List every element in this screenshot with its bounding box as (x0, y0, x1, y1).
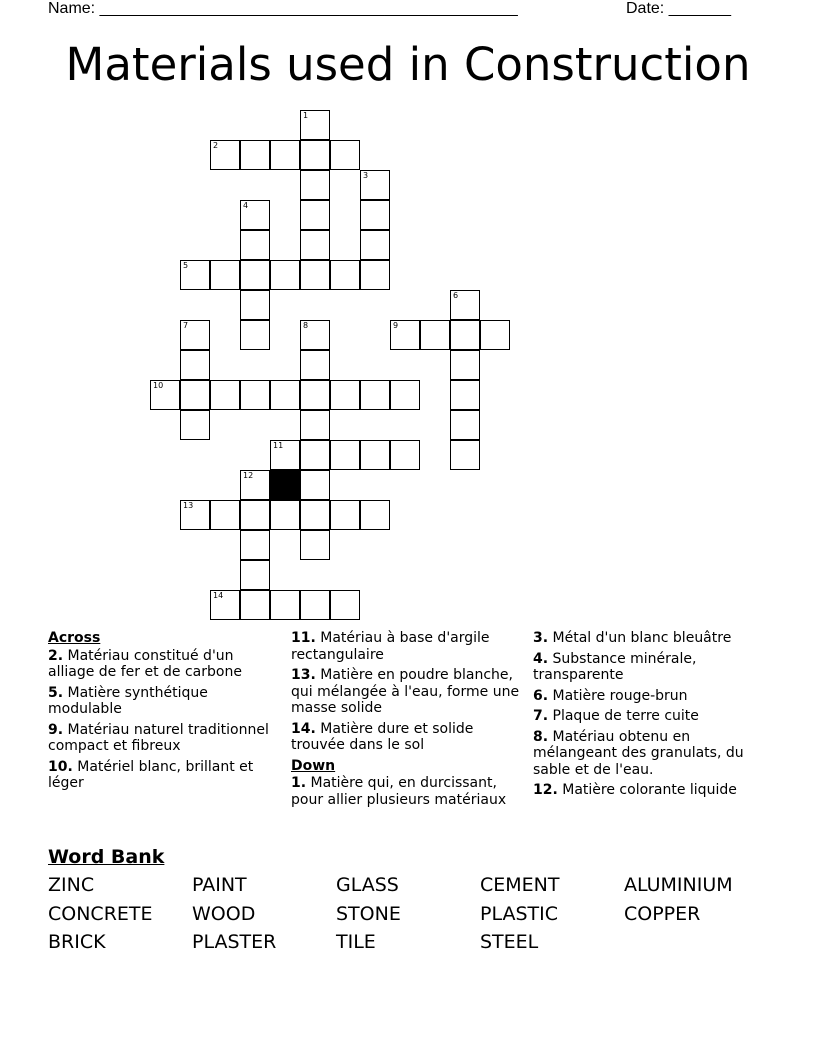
crossword-cell[interactable] (240, 500, 270, 530)
clue-number-label: 13 (183, 501, 194, 510)
crossword-block-cell (270, 470, 300, 500)
crossword-cell[interactable] (390, 320, 420, 350)
clue-number-label: 10 (153, 381, 164, 390)
crossword-cell[interactable] (420, 320, 450, 350)
clue-number: 5. (48, 684, 64, 701)
crossword-cell[interactable] (360, 200, 390, 230)
crossword-cell[interactable] (270, 260, 300, 290)
crossword-cell[interactable] (330, 440, 360, 470)
clue-text: Matière rouge-brun (552, 687, 688, 704)
crossword-cell[interactable] (240, 320, 270, 350)
word-bank-title: Word Bank (48, 846, 165, 868)
word-bank-item: PLASTER (192, 931, 277, 953)
crossword-cell[interactable] (180, 410, 210, 440)
clue-number: 12. (533, 782, 558, 798)
clue-number-label: 9 (393, 321, 399, 330)
clue-number: 8. (533, 728, 549, 745)
crossword-cell[interactable] (240, 290, 270, 320)
crossword-cell[interactable] (330, 380, 360, 410)
crossword-cell[interactable] (240, 260, 270, 290)
page-title: Materials used in Construction (65, 38, 751, 91)
crossword-cell[interactable] (300, 320, 330, 350)
clues-column-3 (533, 630, 768, 803)
crossword-cell[interactable] (450, 380, 480, 410)
crossword-cell[interactable] (330, 140, 360, 170)
crossword-cell[interactable] (450, 290, 480, 320)
clue-down-1 (291, 775, 523, 808)
crossword-cell[interactable] (210, 140, 240, 170)
crossword-cell[interactable] (240, 200, 270, 230)
crossword-cell[interactable] (210, 590, 240, 620)
clue-down-7 (533, 708, 768, 725)
clue-across-10 (48, 759, 280, 792)
clue-number: 6. (533, 687, 549, 704)
crossword-cell[interactable] (300, 170, 330, 200)
crossword-cell[interactable] (180, 320, 210, 350)
clue-text: Matière synthétique modulable (48, 684, 208, 717)
crossword-cell[interactable] (450, 440, 480, 470)
clue-text: Matière colorante liquide (562, 782, 737, 798)
crossword-cell[interactable] (300, 350, 330, 380)
crossword-cell[interactable] (300, 500, 330, 530)
clue-down-8 (533, 729, 768, 779)
clue-across-11 (291, 630, 523, 663)
clue-down-12 (533, 782, 768, 799)
clue-text: Substance minérale, transparente (533, 650, 697, 683)
crossword-cell[interactable] (300, 140, 330, 170)
clue-number-label: 12 (243, 471, 254, 480)
crossword-cell[interactable] (240, 530, 270, 560)
down-heading: Down (291, 757, 336, 774)
clue-across-13 (291, 667, 523, 717)
word-bank-item: ZINC (48, 874, 95, 896)
crossword-cell[interactable] (240, 470, 270, 500)
clue-number: 13. (291, 667, 316, 683)
crossword-cell[interactable] (300, 470, 330, 500)
clue-text: Matériel blanc, brillant et léger (48, 758, 254, 791)
crossword-cell[interactable] (300, 260, 330, 290)
crossword-cell[interactable] (360, 230, 390, 260)
clue-number-label: 7 (183, 321, 189, 330)
clue-across-5 (48, 685, 280, 718)
crossword-cell[interactable] (180, 380, 210, 410)
crossword-cell[interactable] (180, 260, 210, 290)
clue-number: 11. (291, 630, 316, 646)
crossword-cell[interactable] (240, 380, 270, 410)
clue-text: Matière dure et solide trouvée dans le sol (291, 720, 474, 753)
clue-number: 4. (533, 650, 549, 667)
crossword-cell[interactable] (360, 440, 390, 470)
word-bank-item: PAINT (192, 874, 247, 896)
word-bank-item: CONCRETE (48, 903, 153, 925)
clue-text: Matière en poudre blanche, qui mélangée à l'eau, forme une masse solide (291, 667, 520, 716)
clue-text: Matériau obtenu en mélangeant des granulats, du sable et de l'eau. (533, 728, 744, 778)
clue-text: Matériau constitué d'un alliage de fer et de carbone (48, 647, 242, 680)
crossword-cell[interactable] (240, 230, 270, 260)
word-bank-item: STONE (336, 903, 401, 925)
word-bank-item: ALUMINIUM (624, 874, 733, 896)
crossword-cell[interactable] (330, 500, 360, 530)
crossword-cell[interactable] (360, 170, 390, 200)
crossword-cell[interactable] (300, 590, 330, 620)
across-heading: Across (48, 630, 101, 646)
clue-down-6 (533, 688, 768, 705)
clues-column-2 (291, 630, 523, 812)
clue-number: 10. (48, 758, 73, 775)
crossword-cell[interactable] (210, 260, 240, 290)
clue-number: 7. (533, 708, 549, 724)
crossword-cell[interactable] (240, 560, 270, 590)
crossword-cell[interactable] (330, 590, 360, 620)
clue-across-9 (48, 722, 280, 755)
crossword-cell[interactable] (450, 350, 480, 380)
word-bank-item: GLASS (336, 874, 399, 896)
crossword-cell[interactable] (300, 200, 330, 230)
clue-across-14 (291, 721, 523, 754)
clue-number: 1. (291, 775, 307, 791)
crossword-cell[interactable] (300, 380, 330, 410)
crossword-cell[interactable] (300, 110, 330, 140)
clue-text: Matière qui, en durcissant, pour allier plusieurs matériaux (291, 775, 507, 808)
clue-text: Métal d'un blanc bleuâtre (552, 630, 732, 646)
clue-number-label: 8 (303, 321, 309, 330)
crossword-cell[interactable] (300, 230, 330, 260)
crossword-cell[interactable] (270, 140, 300, 170)
crossword-cell[interactable] (210, 500, 240, 530)
crossword-cell[interactable] (360, 500, 390, 530)
word-bank-item: TILE (336, 931, 376, 953)
crossword-cell[interactable] (270, 500, 300, 530)
clue-text: Plaque de terre cuite (552, 708, 699, 724)
clue-number: 14. (291, 720, 316, 737)
clue-number-label: 3 (363, 171, 369, 180)
crossword-cell[interactable] (240, 140, 270, 170)
clue-number: 9. (48, 721, 64, 738)
crossword-cell[interactable] (390, 380, 420, 410)
crossword-cell[interactable] (270, 440, 300, 470)
crossword-cell[interactable] (450, 320, 480, 350)
crossword-cell[interactable] (180, 350, 210, 380)
clue-number-label: 2 (213, 141, 219, 150)
word-bank-item: CEMENT (480, 874, 560, 896)
crossword-cell[interactable] (270, 590, 300, 620)
clue-text: Matériau à base d'argile rectangulaire (291, 630, 490, 663)
clue-number-label: 11 (273, 441, 284, 450)
crossword-cell[interactable] (210, 380, 240, 410)
clue-number-label: 14 (213, 591, 224, 600)
crossword-cell[interactable] (300, 410, 330, 440)
clue-across-2 (48, 648, 280, 681)
crossword-cell[interactable] (270, 380, 300, 410)
clue-text: Matériau naturel traditionnel compact et fibreux (48, 721, 269, 754)
clue-number-label: 6 (453, 291, 459, 300)
clue-number-label: 5 (183, 261, 189, 270)
word-bank-item: PLASTIC (480, 903, 559, 925)
word-bank-item: COPPER (624, 903, 701, 925)
word-bank-item: BRICK (48, 931, 106, 953)
crossword-cell[interactable] (300, 440, 330, 470)
crossword-cell[interactable] (390, 440, 420, 470)
crossword-cell[interactable] (300, 530, 330, 560)
date-field-label: Date: _______ (626, 0, 731, 17)
clue-number-label: 1 (303, 111, 309, 120)
crossword-cell[interactable] (330, 260, 360, 290)
crossword-cell[interactable] (360, 260, 390, 290)
clue-number: 2. (48, 647, 64, 664)
clues-column-1 (48, 630, 280, 796)
crossword-cell[interactable] (240, 590, 270, 620)
crossword-cell[interactable] (450, 410, 480, 440)
crossword-cell[interactable] (360, 380, 390, 410)
word-bank-item: WOOD (192, 903, 256, 925)
word-bank-item: STEEL (480, 931, 539, 953)
crossword-cell[interactable] (150, 380, 180, 410)
clue-down-3 (533, 630, 768, 647)
crossword-cell[interactable] (480, 320, 510, 350)
clue-down-4 (533, 651, 768, 684)
name-field-label: Name: _______________________________________________ (48, 0, 518, 17)
crossword-cell[interactable] (180, 500, 210, 530)
clue-number: 3. (533, 630, 549, 646)
clue-number-label: 4 (243, 201, 249, 210)
